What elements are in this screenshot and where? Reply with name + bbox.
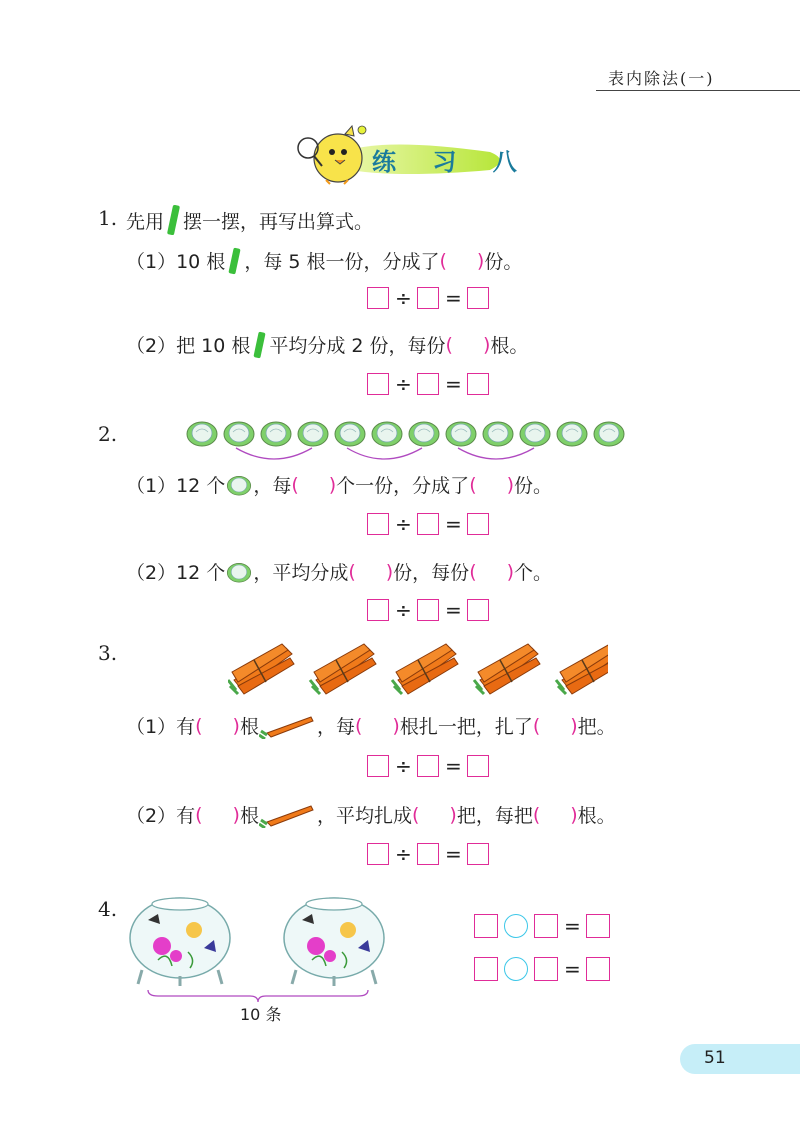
equals-sign: = — [445, 598, 462, 622]
right-paren: ) — [385, 560, 394, 583]
divide-sign: ÷ — [395, 286, 412, 310]
fishbowl-icon — [130, 898, 230, 986]
cabbage-icon — [225, 559, 253, 585]
answer-box[interactable] — [367, 755, 389, 777]
answer-box[interactable] — [467, 373, 489, 395]
q2-sub1-a: （1）12 个 — [126, 475, 226, 497]
q3-sub1-e: 把。 — [577, 716, 616, 738]
divide-sign: ÷ — [395, 512, 412, 536]
left-paren: ( — [291, 473, 299, 496]
answer-box[interactable] — [417, 843, 439, 865]
q2-sub1-d: 份。 — [514, 475, 553, 497]
q2-sub2-a: （2）12 个 — [126, 562, 226, 584]
answer-box[interactable] — [467, 287, 489, 309]
divide-sign: ÷ — [395, 598, 412, 622]
equals-sign: = — [445, 842, 462, 866]
q2-sub1-line — [126, 471, 552, 498]
cabbage-icon — [225, 472, 253, 498]
answer-box[interactable] — [467, 599, 489, 621]
carrot-bundles-row — [228, 640, 608, 698]
equation-row — [367, 842, 489, 866]
divide-sign: ÷ — [395, 372, 412, 396]
q3-sub1-line — [126, 712, 616, 739]
q3-sub2-c: ，平均扎成 — [316, 805, 412, 827]
question-4-number: 4. — [98, 897, 118, 921]
right-paren: ) — [476, 249, 485, 272]
answer-box[interactable] — [467, 755, 489, 777]
equals-sign: = — [445, 286, 462, 310]
left-paren: ( — [348, 560, 356, 583]
operator-circle[interactable] — [504, 957, 528, 981]
left-paren: ( — [195, 803, 203, 826]
q3-sub2-line — [126, 801, 616, 828]
equation-row — [367, 286, 489, 310]
answer-box[interactable] — [534, 914, 558, 938]
right-paren: ) — [392, 714, 400, 737]
q1-sub1-b: ，每 5 根一份，分成了 — [244, 251, 440, 273]
answer-box[interactable] — [367, 843, 389, 865]
left-paren: ( — [439, 249, 447, 272]
equation-row — [367, 372, 489, 396]
page-number: 51 — [704, 1048, 726, 1068]
green-stick-icon — [167, 205, 180, 236]
left-paren: ( — [411, 803, 420, 826]
green-stick-icon — [229, 247, 241, 274]
right-paren: ) — [232, 714, 240, 737]
answer-box[interactable] — [474, 957, 498, 981]
chapter-title: 表内除法(一) — [608, 69, 715, 88]
carrot-icon — [259, 713, 317, 739]
q2-sub2-b: ，平均分成 — [253, 562, 349, 584]
carrot-bundle-icon — [228, 644, 294, 694]
equals-sign: = — [564, 957, 581, 981]
equals-sign: = — [564, 914, 581, 938]
cabbage-row — [184, 416, 630, 464]
equation-row — [367, 512, 489, 536]
left-paren: ( — [469, 473, 477, 496]
q3-sub2-d: 把，每把 — [456, 805, 533, 827]
left-paren: ( — [195, 714, 203, 737]
q1-sub1-line — [126, 247, 522, 274]
left-paren: ( — [354, 714, 363, 737]
answer-box[interactable] — [467, 843, 489, 865]
carrot-icon — [259, 802, 317, 828]
q2-sub1-b: ，每 — [253, 475, 292, 497]
q3-sub2-b: 根 — [239, 805, 259, 827]
q1-intro-a: 先用 — [126, 210, 165, 233]
answer-box[interactable] — [467, 513, 489, 535]
left-paren: ( — [532, 803, 541, 826]
q2-sub2-line — [126, 558, 552, 585]
cabbage-icon — [187, 422, 217, 446]
q1-sub1-a: （1）10 根 — [126, 251, 226, 273]
equation-row — [367, 754, 489, 778]
right-paren: ) — [482, 333, 491, 356]
page-number-tab — [680, 1044, 800, 1074]
answer-box[interactable] — [367, 373, 389, 395]
question-1-number: 1. — [98, 206, 118, 230]
green-stick-icon — [254, 331, 266, 358]
answer-box[interactable] — [417, 373, 439, 395]
q3-sub1-b: 根 — [239, 716, 259, 738]
answer-box[interactable] — [367, 513, 389, 535]
q1-intro-b: 摆一摆，再写出算式。 — [183, 210, 374, 233]
header-rule — [596, 90, 800, 91]
question-3-number: 3. — [98, 641, 118, 665]
answer-box[interactable] — [534, 957, 558, 981]
answer-box[interactable] — [586, 957, 610, 981]
answer-box[interactable] — [474, 914, 498, 938]
divide-sign: ÷ — [395, 842, 412, 866]
right-paren: ) — [570, 714, 578, 737]
equation-row-circle — [474, 914, 610, 938]
right-paren: ) — [449, 803, 457, 826]
equation-row — [367, 598, 489, 622]
q2-sub2-c: 份，每份 — [393, 562, 470, 584]
answer-box[interactable] — [417, 755, 439, 777]
answer-box[interactable] — [586, 914, 610, 938]
right-paren: ) — [506, 560, 515, 583]
answer-box[interactable] — [367, 599, 389, 621]
fish-count-caption: 10 条 — [240, 1005, 282, 1024]
answer-box[interactable] — [417, 599, 439, 621]
q1-sub1-c: 份。 — [484, 251, 523, 273]
q3-sub2-e: 根。 — [577, 805, 616, 827]
q1-sub2-b: 平均分成 2 份，每份 — [269, 335, 446, 357]
q1-sub2-c: 根。 — [490, 335, 529, 357]
equation-row-circle — [474, 957, 610, 981]
fish-bowls — [128, 890, 388, 1002]
q2-sub2-d: 个。 — [514, 562, 553, 584]
right-paren: ) — [506, 473, 515, 496]
q2-sub1-c: 个一份，分成了 — [336, 475, 470, 497]
right-paren: ) — [232, 803, 240, 826]
equals-sign: = — [445, 512, 462, 536]
q3-sub1-c: ，每 — [316, 716, 355, 738]
exercise-title: 练 习 八 — [372, 148, 531, 176]
question-2-number: 2. — [98, 422, 118, 446]
q3-sub2-a: （2）有 — [126, 805, 196, 827]
left-paren: ( — [445, 333, 453, 356]
q3-sub1-d: 根扎一把，扎了 — [399, 716, 533, 738]
right-paren: ) — [328, 473, 337, 496]
answer-box[interactable] — [417, 513, 439, 535]
q3-sub1-a: （1）有 — [126, 716, 196, 738]
right-paren: ) — [570, 803, 578, 826]
question-1-intro — [126, 205, 373, 235]
answer-box[interactable] — [367, 287, 389, 309]
left-paren: ( — [532, 714, 541, 737]
q1-sub2-line — [126, 331, 528, 358]
left-paren: ( — [469, 560, 477, 583]
divide-sign: ÷ — [395, 754, 412, 778]
equals-sign: = — [445, 754, 462, 778]
q1-sub2-a: （2）把 10 根 — [126, 335, 251, 357]
chick-mascot-icon — [298, 126, 366, 184]
equals-sign: = — [445, 372, 462, 396]
operator-circle[interactable] — [504, 914, 528, 938]
answer-box[interactable] — [417, 287, 439, 309]
